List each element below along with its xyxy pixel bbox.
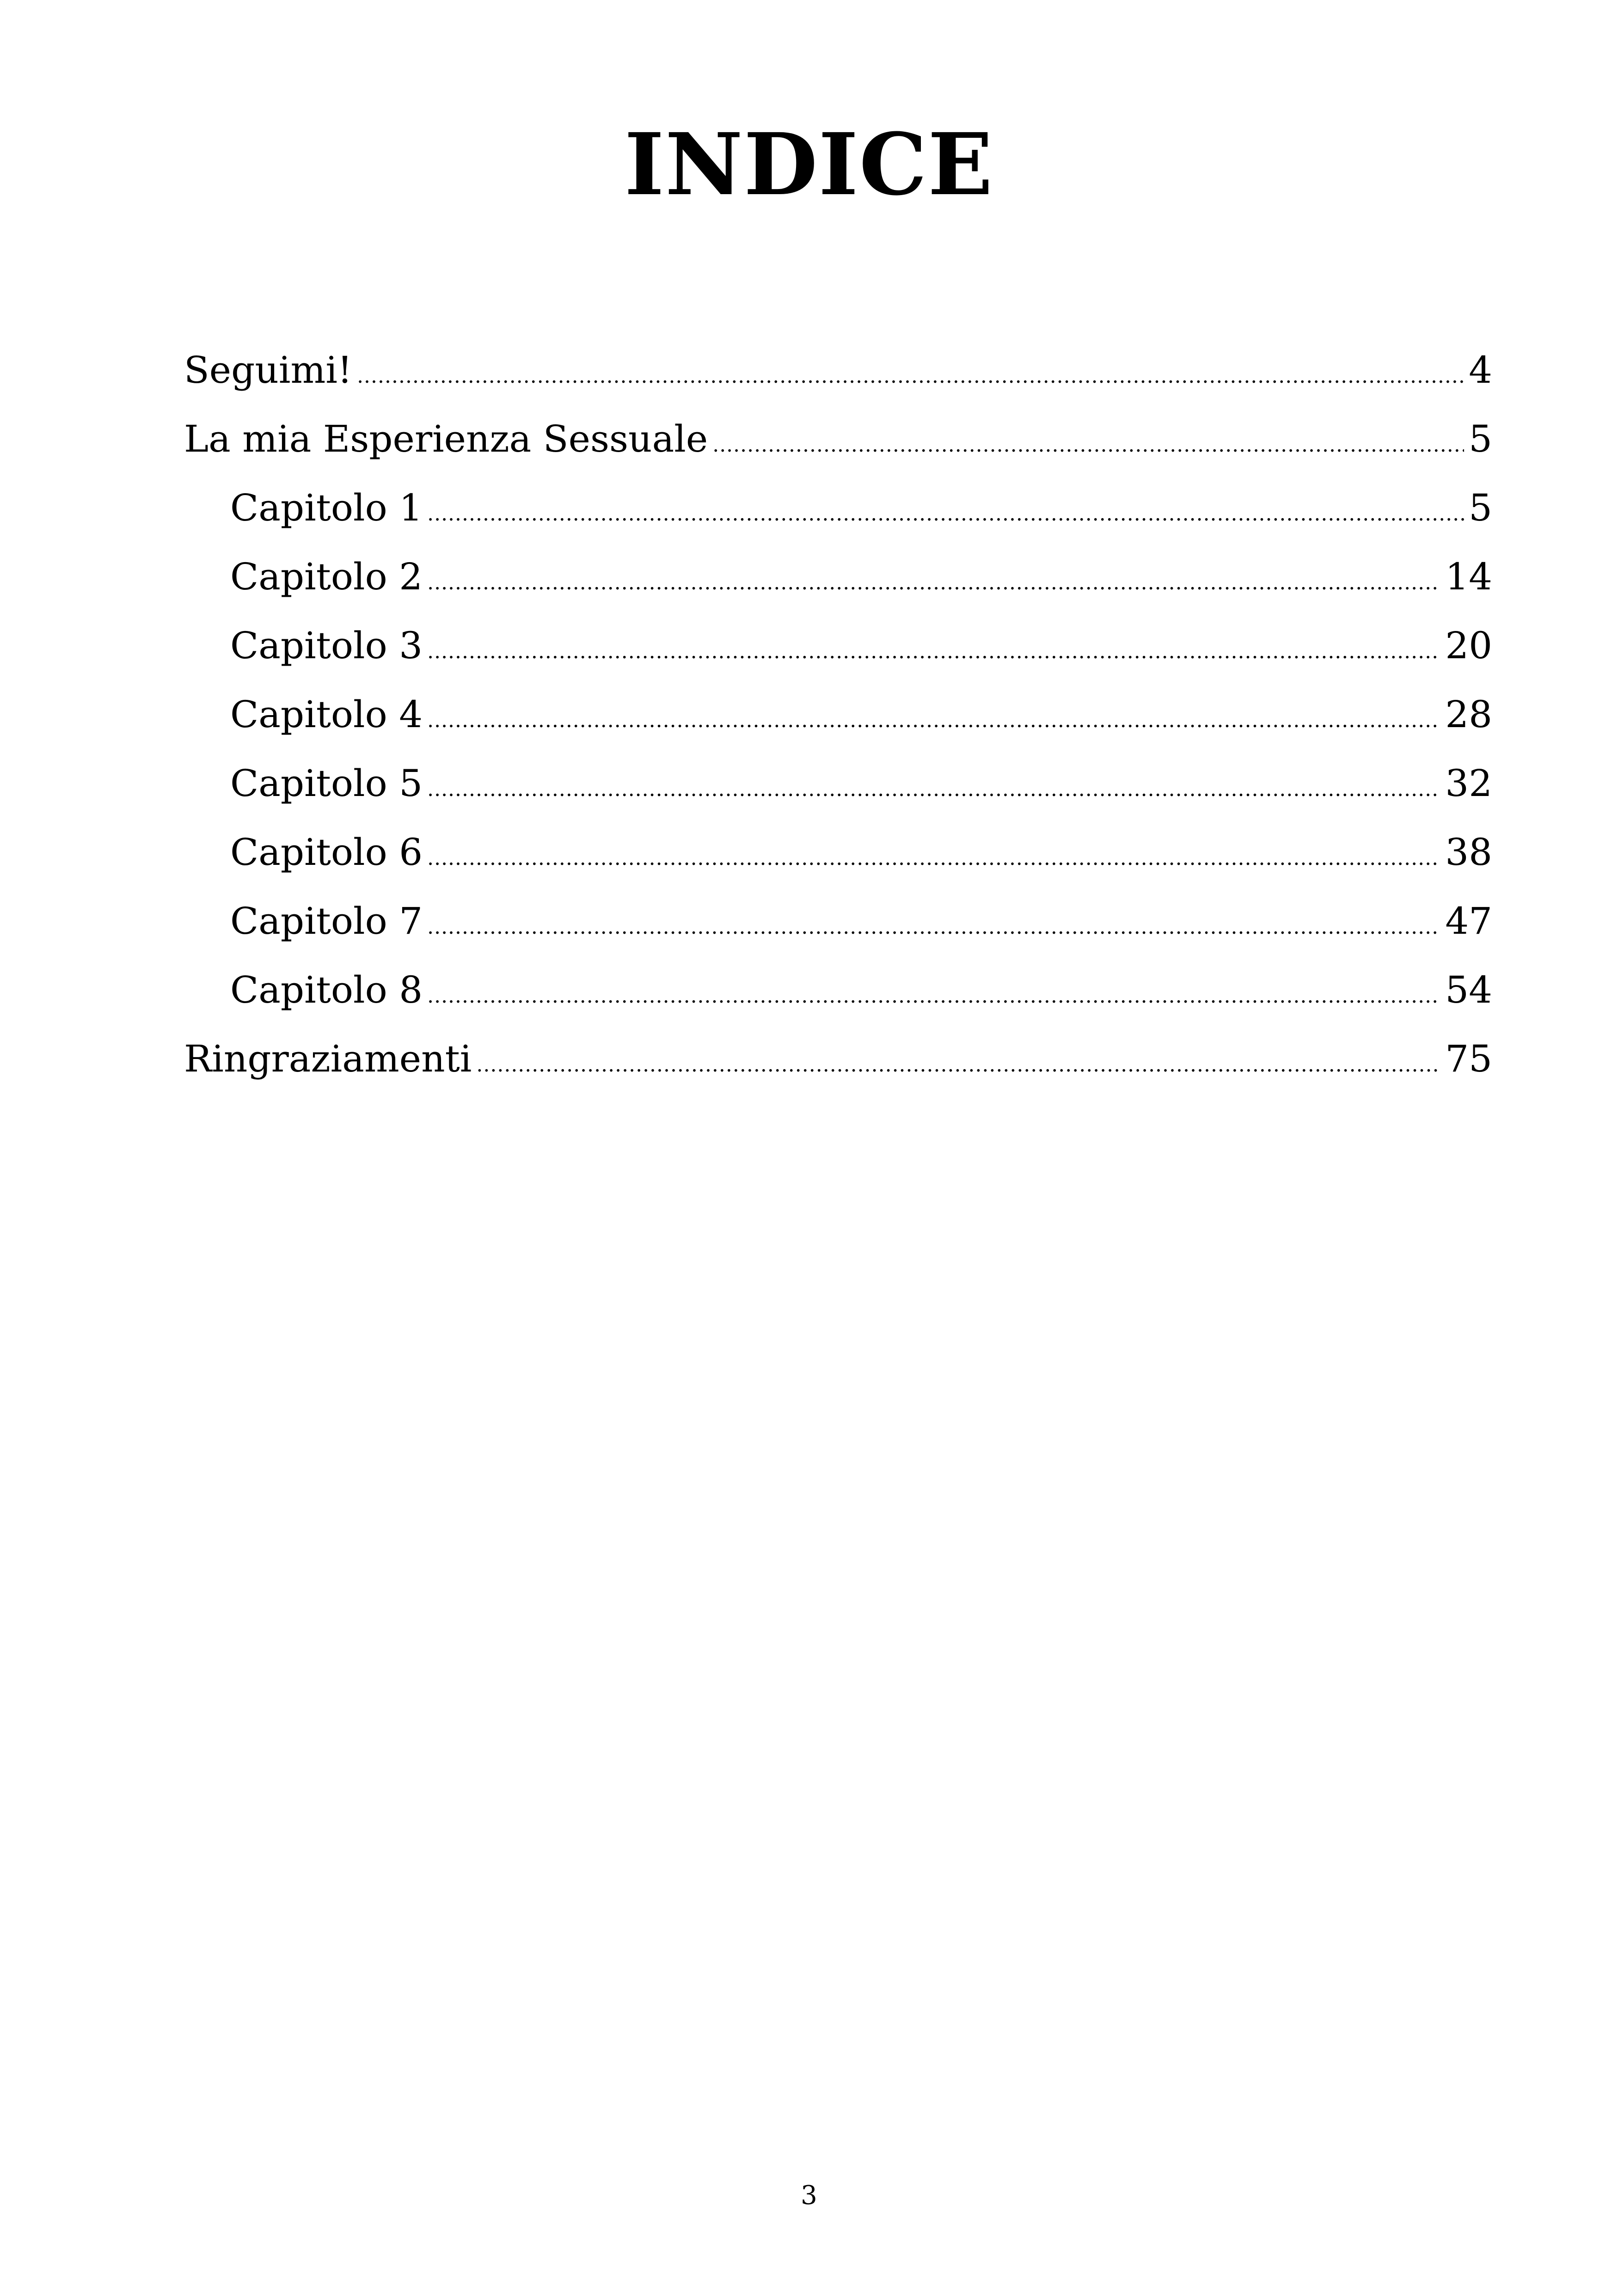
toc-dot-leader [427,617,1440,686]
toc-dot-leader [476,1030,1440,1099]
toc-entry-page: 5 [1469,417,1492,460]
toc-entry-label: Seguimi! [184,349,353,392]
toc-dot-leader [427,893,1440,961]
toc-entry-ringraziamenti[interactable] [184,1024,1492,1093]
toc-entry-label: La mia Esperienza Sessuale [184,417,708,460]
toc-entry-capitolo-5[interactable] [184,749,1492,818]
toc-dot-leader [427,824,1440,893]
toc-entry-capitolo-4[interactable] [184,680,1492,749]
toc-entry-page: 4 [1469,349,1492,392]
page-title: INDICE [624,115,994,214]
toc-dot-leader [712,410,1464,479]
toc-dot-leader [427,686,1440,755]
toc-entry-label: Capitolo 3 [230,624,423,667]
toc-dot-leader [427,755,1440,824]
toc-entry-page: 32 [1445,762,1492,805]
toc-entry-page: 28 [1445,693,1492,736]
toc-entry-label: Capitolo 4 [230,693,423,736]
toc-entry-page: 5 [1469,486,1492,529]
page-number: 3 [801,2180,817,2210]
toc-dot-leader [427,548,1440,617]
toc-entry-page: 54 [1445,968,1492,1011]
toc-entry-label: Capitolo 2 [230,555,423,598]
toc-entry-esperienza[interactable] [184,404,1492,473]
toc-entry-capitolo-7[interactable] [184,887,1492,955]
toc-entry-seguimi[interactable] [184,336,1492,404]
toc-entry-page: 47 [1445,900,1492,943]
toc-entry-label: Capitolo 8 [230,968,423,1011]
toc-entry-capitolo-3[interactable] [184,611,1492,680]
toc-entry-capitolo-8[interactable] [184,955,1492,1024]
toc-dot-leader [427,479,1464,548]
toc-entry-capitolo-6[interactable] [184,818,1492,887]
toc-entry-label: Ringraziamenti [184,1037,472,1080]
toc-entry-page: 20 [1445,624,1492,667]
toc-dot-leader [427,961,1440,1030]
table-of-contents [184,336,1492,1093]
toc-entry-label: Capitolo 1 [230,486,423,529]
toc-entry-label: Capitolo 7 [230,900,423,943]
toc-entry-capitolo-1[interactable] [184,473,1492,542]
toc-entry-label: Capitolo 5 [230,762,423,805]
toc-dot-leader [357,342,1464,410]
toc-entry-page: 38 [1445,831,1492,874]
toc-entry-label: Capitolo 6 [230,831,423,874]
toc-entry-page: 75 [1445,1037,1492,1080]
toc-entry-capitolo-2[interactable] [184,542,1492,611]
toc-entry-page: 14 [1445,555,1492,598]
